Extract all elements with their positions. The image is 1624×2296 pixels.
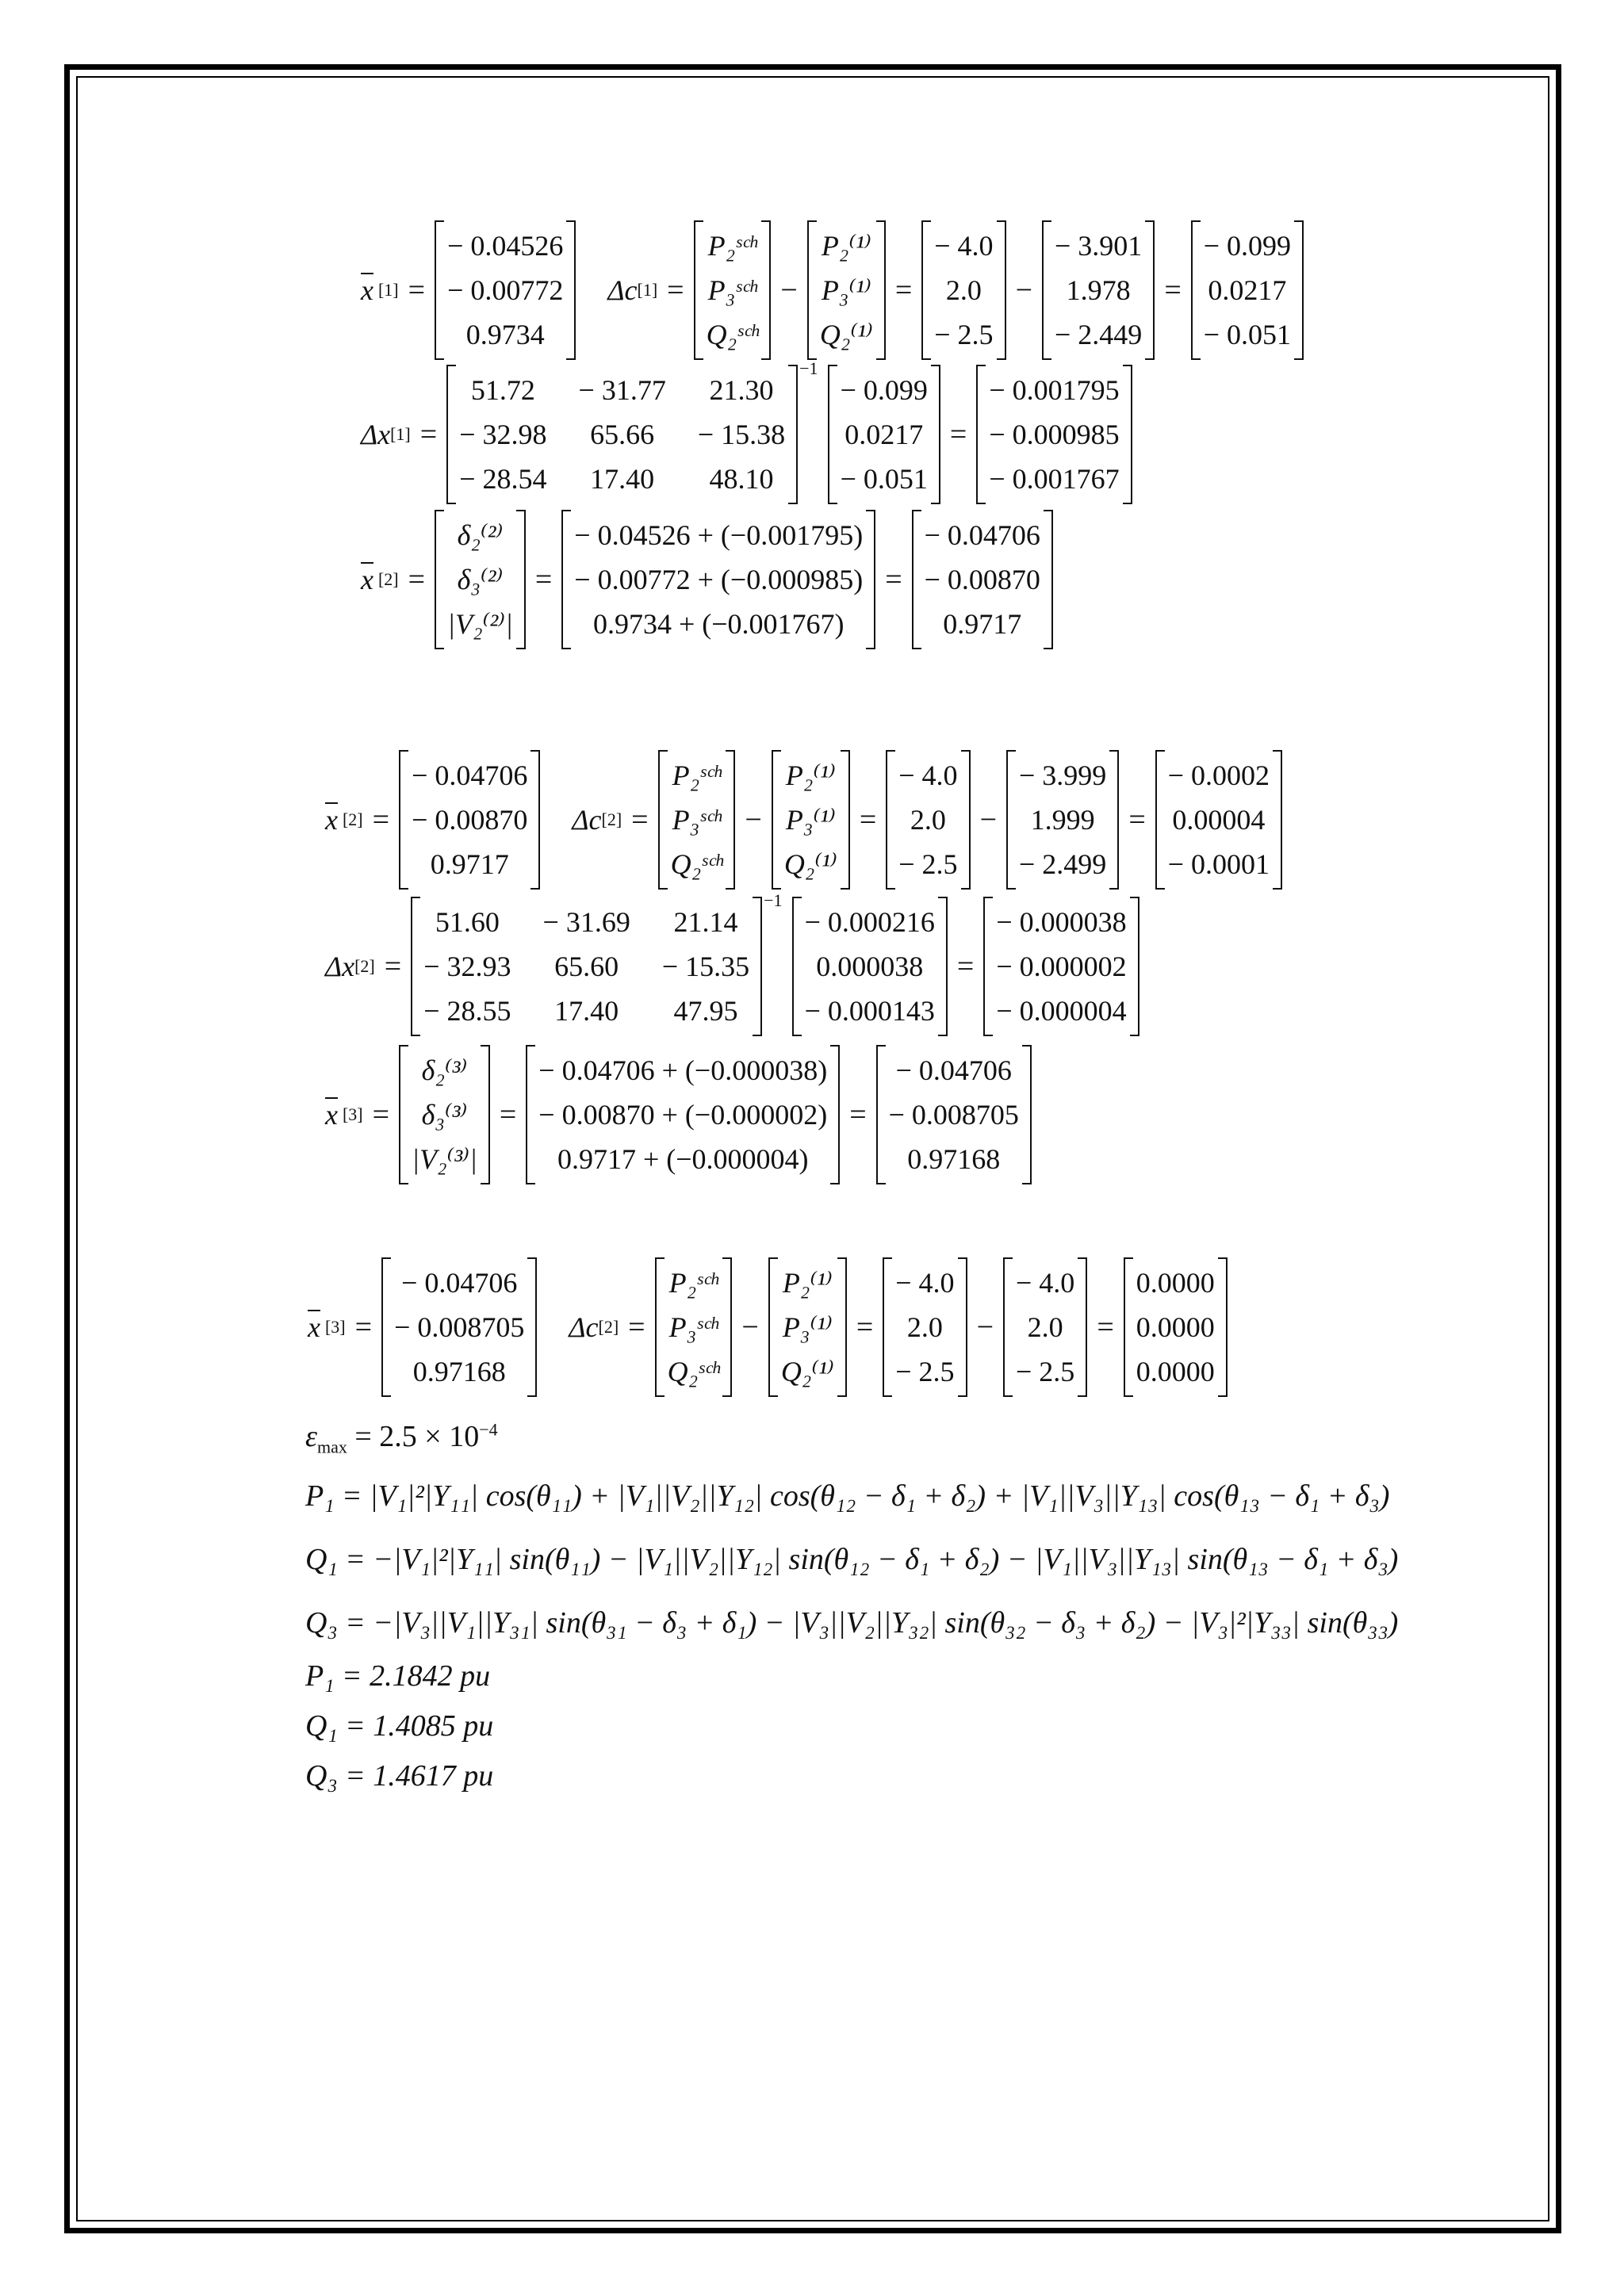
scheduled-values-vector: − 4.0 2.0 − 2.5 (886, 753, 970, 886)
iteration-2-correction-equation: Δx [2] = 51.60 − 31.69 21.14 − 32.93 65.60 − 15.35 − 28.55 17.40 47.95 −1 − 0.000216 0.000038 − 0.000143 = − 0.000038 − 0.000002 − 0.000004 (325, 900, 1139, 1033)
calculated-values-vector: − 3.901 1.978 − 2.449 (1042, 224, 1155, 357)
iteration-2-update-equation: $\overline{x}$ [3] = δ₂⁽³⁾ δ₃⁽³⁾ |V₂⁽³⁾| = − 0.04706 + (−0.000038) − 0.00870 + (−0.000002) 0.9717 + (−0.000004) = − 0.04706 − 0.008705 0.97168 (325, 1048, 1032, 1181)
calculated-values-vector: − 4.0 2.0 − 2.5 (1003, 1261, 1087, 1394)
scheduled-power-vector: P₂ˢᶜʰ P₃ˢᶜʰ Q₂ˢᶜʰ (655, 1261, 733, 1394)
epsilon-max-line: $\varepsilon_{max} = 2.5 \times 10^{-4}$ (305, 1419, 498, 1457)
scheduled-power-vector: P₂ˢᶜʰ P₃ˢᶜʰ Q₂ˢᶜʰ (694, 224, 772, 357)
p1-equation: P₁ = |V₁|²|Y₁₁| cos(θ₁₁) + |V₁||V₂||Y₁₂| cos(θ₁₂ − δ₁ + δ₂) + |V₁||V₃||Y₁₃| cos(θ₁₃ − δ₁ + δ₃) (305, 1479, 1390, 1513)
updated-state-vector: − 0.04706 − 0.00870 0.9717 (912, 513, 1053, 646)
iteration-3-mismatch-equation: $\overline{x}$ [3] = − 0.04706 − 0.008705 0.97168 Δc [2] = P₂ˢᶜʰ P₃ˢᶜʰ Q₂ˢᶜʰ − P₂⁽¹⁾ P₃⁽¹⁾ Q₂⁽¹⁾ = − 4.0 2.0 − 2.5 − − 4.0 2.0 − 2.5 = 0.0000 0.0000 0.0000 (308, 1261, 1228, 1394)
calculated-power-vector: P₂⁽¹⁾ P₃⁽¹⁾ Q₂⁽¹⁾ (772, 753, 850, 886)
state-vector-symbol: $\overline{x}$ (361, 274, 373, 306)
p1-result: P₁ = 2.1842 pu (305, 1659, 491, 1693)
scheduled-values-vector: − 4.0 2.0 − 2.5 (921, 224, 1005, 357)
mismatch-values-vector: − 0.099 0.0217 − 0.051 (1191, 224, 1304, 357)
iteration-superscript: [1] (377, 280, 399, 300)
scheduled-values-vector: − 4.0 2.0 − 2.5 (883, 1261, 967, 1394)
state-vector: − 0.04526 − 0.00772 0.9734 (435, 224, 576, 357)
jacobian-matrix: 51.72 − 31.77 21.30 − 32.98 65.66 − 15.38 − 28.54 17.40 48.10 (446, 368, 798, 501)
mismatch-vector: − 0.099 0.0217 − 0.051 (828, 368, 940, 501)
calculated-power-vector: P₂⁽¹⁾ P₃⁽¹⁾ Q₂⁽¹⁾ (807, 224, 886, 357)
jacobian-matrix: 51.60 − 31.69 21.14 − 32.93 65.60 − 15.35 − 28.55 17.40 47.95 (411, 900, 762, 1033)
q1-result: Q₁ = 1.4085 pu (305, 1709, 494, 1743)
state-variables-vector: δ₂⁽³⁾ δ₃⁽³⁾ |V₂⁽³⁾| (399, 1048, 490, 1181)
calculated-power-vector: P₂⁽¹⁾ P₃⁽¹⁾ Q₂⁽¹⁾ (768, 1261, 847, 1394)
state-vector: − 0.04706 − 0.008705 0.97168 (381, 1261, 537, 1394)
q1-equation: Q₁ = −|V₁|²|Y₁₁| sin(θ₁₁) − |V₁||V₂||Y₁₂| sin(θ₁₂ − δ₁ + δ₂) − |V₁||V₃||Y₁₃| sin(θ₁₃ − δ₁ + δ₃) (305, 1543, 1399, 1576)
iteration-1-mismatch-equation: $\overline{x}$ [1] = − 0.04526 − 0.00772 0.9734 Δc [1] = P₂ˢᶜʰ P₃ˢᶜʰ Q₂ˢᶜʰ − P₂⁽¹⁾ P₃⁽¹⁾ Q₂⁽¹⁾ = − 4.0 2.0 − 2.5 − − 3.901 1.978 − 2.449 = − 0.099 0.0217 − 0.051 (361, 224, 1304, 357)
scheduled-power-vector: P₂ˢᶜʰ P₃ˢᶜʰ Q₂ˢᶜʰ (658, 753, 736, 886)
iteration-2-mismatch-equation: $\overline{x}$ [2] = − 0.04706 − 0.00870 0.9717 Δc [2] = P₂ˢᶜʰ P₃ˢᶜʰ Q₂ˢᶜʰ − P₂⁽¹⁾ P₃⁽¹⁾ Q₂⁽¹⁾ = − 4.0 2.0 − 2.5 − − 3.999 1.999 − 2.499 = − 0.0002 0.00004 − 0.0001 (325, 753, 1282, 886)
q3-equation: Q₃ = −|V₃||V₁||Y₃₁| sin(θ₃₁ − δ₃ + δ₁) − |V₃||V₂||Y₃₂| sin(θ₃₂ − δ₃ + δ₂) − |V₃|²|Y₃₃| sin(θ₃₃) (305, 1606, 1399, 1640)
update-sum-vector: − 0.04706 + (−0.000038) − 0.00870 + (−0.000002) 0.9717 + (−0.000004) (526, 1048, 840, 1181)
inverse-superscript: −1 (799, 358, 818, 378)
state-vector: − 0.04706 − 0.00870 0.9717 (399, 753, 540, 886)
mismatch-vector: − 0.000216 0.000038 − 0.000143 (792, 900, 948, 1033)
update-sum-vector: − 0.04526 + (−0.001795) − 0.00772 + (−0.000985) 0.9734 + (−0.001767) (561, 513, 875, 646)
mismatch-values-vector: − 0.0002 0.00004 − 0.0001 (1155, 753, 1282, 886)
iteration-1-correction-equation: Δx [1] = 51.72 − 31.77 21.30 − 32.98 65.66 − 15.38 − 28.54 17.40 48.10 −1 − 0.099 0.0217 − 0.051 = − 0.001795 − 0.000985 − 0.001767 (361, 368, 1132, 501)
iteration-1-update-equation: $\overline{x}$ [2] = δ₂⁽²⁾ δ₃⁽²⁾ |V₂⁽²⁾| = − 0.04526 + (−0.001795) − 0.00772 + (−0.000985) 0.9734 + (−0.001767) = − 0.04706 − 0.00870 0.9717 (361, 513, 1053, 646)
calculated-values-vector: − 3.999 1.999 − 2.499 (1006, 753, 1119, 886)
mismatch-values-vector: 0.0000 0.0000 0.0000 (1124, 1261, 1228, 1394)
updated-state-vector: − 0.04706 − 0.008705 0.97168 (876, 1048, 1032, 1181)
mismatch-symbol: Δc (607, 274, 638, 306)
correction-values-vector: − 0.000038 − 0.000002 − 0.000004 (983, 900, 1139, 1033)
correction-symbol: Δx (361, 419, 391, 450)
correction-values-vector: − 0.001795 − 0.000985 − 0.001767 (976, 368, 1132, 501)
state-variables-vector: δ₂⁽²⁾ δ₃⁽²⁾ |V₂⁽²⁾| (435, 513, 526, 646)
q3-result: Q₃ = 1.4617 pu (305, 1759, 494, 1793)
